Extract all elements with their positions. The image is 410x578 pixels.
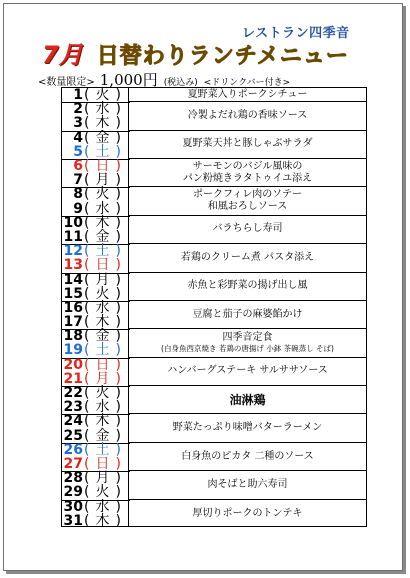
- weekday-label: (土): [84, 441, 127, 458]
- day-number: 5: [73, 143, 83, 160]
- weekday-label: (日): [84, 257, 127, 274]
- weekday-label: (水): [84, 200, 127, 217]
- weekday-label: (金): [84, 129, 127, 146]
- day-number: 1: [73, 87, 83, 103]
- day-number: 28: [63, 470, 83, 487]
- day-number: 29: [63, 484, 83, 501]
- menu-text: ポークフィレ肉のソテー: [193, 189, 302, 201]
- menu-cell: [129, 301, 366, 329]
- day-row: [62, 131, 130, 145]
- weekday-label: (火): [84, 385, 127, 402]
- menu-text: 油淋鶏: [229, 392, 266, 407]
- page-title: 日替わりランチメニュー: [96, 44, 349, 69]
- day-number: 24: [63, 413, 83, 430]
- day-number: 9: [73, 200, 83, 217]
- day-row: [62, 471, 130, 485]
- weekday-label: (日): [84, 356, 127, 373]
- day-row: [62, 187, 130, 201]
- month-label: 7月: [42, 41, 83, 69]
- weekday-label: (金): [84, 328, 127, 345]
- day-number: 21: [63, 370, 83, 387]
- day-number: 16: [63, 299, 83, 316]
- menu-cell: [129, 102, 366, 130]
- menu-cell: [129, 358, 366, 386]
- day-number: 2: [73, 101, 83, 118]
- day-number: 27: [63, 456, 83, 473]
- day-column: [61, 87, 129, 527]
- weekday-label: (水): [84, 299, 127, 316]
- day-number: 10: [63, 214, 83, 231]
- weekday-label: (火): [84, 484, 127, 501]
- day-number: 23: [63, 399, 83, 416]
- menu-cell: [129, 273, 366, 301]
- menu-column: [129, 87, 367, 527]
- weekday-label: (月): [84, 271, 127, 288]
- weekday-label: (火): [84, 87, 127, 103]
- weekday-label: (木): [84, 115, 127, 132]
- menu-cell: [129, 471, 366, 499]
- day-number: 22: [63, 385, 83, 402]
- tax-label: (税込み): [163, 78, 198, 88]
- menu-text: 豆腐と茄子の麻婆餡かけ: [192, 308, 303, 320]
- day-row: [62, 301, 130, 315]
- menu-text: ハンバーグステーキ サルササソース: [167, 365, 328, 377]
- menu-text: 四季音定食: [222, 331, 273, 343]
- menu-cell: [129, 386, 366, 414]
- day-number: 11: [63, 228, 83, 245]
- day-number: 17: [63, 314, 83, 331]
- weekday-label: (日): [84, 157, 127, 174]
- day-number: 8: [73, 186, 83, 203]
- day-number: 4: [73, 129, 83, 146]
- day-number: 18: [63, 328, 83, 345]
- menu-cell: [129, 500, 366, 528]
- menu-text: 夏野菜入りポークシチュー: [187, 88, 308, 100]
- day-row: [62, 273, 130, 287]
- day-number: 30: [63, 498, 83, 515]
- restaurant-name: レストラン四季音: [242, 26, 350, 41]
- weekday-label: (火): [84, 186, 127, 203]
- day-row: [62, 216, 130, 230]
- day-row: [62, 244, 130, 258]
- menu-text: 夏野菜天丼と豚しゃぶサラダ: [182, 138, 313, 150]
- menu-cell: [129, 244, 366, 272]
- day-number: 19: [63, 342, 83, 359]
- day-number: 25: [63, 427, 83, 444]
- menu-text: 白身魚のピカタ 二種のソース: [181, 450, 314, 462]
- weekday-label: (金): [84, 427, 127, 444]
- menu-cell: [129, 216, 366, 244]
- weekday-label: (月): [84, 370, 127, 387]
- day-number: 13: [63, 257, 83, 274]
- menu-cell: [129, 329, 366, 357]
- menu-text: 赤魚と彩野菜の揚げ出し風: [187, 280, 308, 292]
- weekday-label: (月): [84, 470, 127, 487]
- menu-text: (白身魚西京焼き 若鶏の唐揚げ 小鉢 茶碗蒸し そば): [161, 343, 334, 353]
- menu-cell: [129, 131, 366, 159]
- day-number: 6: [73, 157, 83, 174]
- menu-cell: [129, 414, 366, 442]
- menu-cell: [129, 159, 366, 187]
- weekday-label: (木): [84, 413, 127, 430]
- day-row: [62, 358, 130, 372]
- weekday-label: (水): [84, 101, 127, 118]
- weekday-label: (月): [84, 172, 127, 189]
- menu-table: [61, 87, 367, 527]
- day-number: 31: [63, 512, 83, 529]
- weekday-label: (火): [84, 285, 127, 302]
- price-label: 1,000円: [99, 71, 158, 89]
- menu-text: 冷製よだれ鶏の香味ソース: [187, 109, 308, 121]
- menu-text: 和風おろしソース: [207, 201, 288, 213]
- menu-text: 若鶏のクリーム煮 パスタ添え: [180, 251, 315, 263]
- day-row: [62, 414, 130, 428]
- weekday-label: (木): [84, 214, 127, 231]
- day-number: 20: [63, 356, 83, 373]
- day-number: 26: [63, 441, 83, 458]
- weekday-label: (金): [84, 228, 127, 245]
- day-row: [62, 514, 130, 528]
- day-row: [62, 159, 130, 173]
- weekday-label: (木): [84, 314, 127, 331]
- menu-text: 厚切りポークのトンテキ: [192, 507, 303, 519]
- day-row: [62, 443, 130, 457]
- title-row: [42, 38, 349, 70]
- menu-text: バラちらし寿司: [212, 223, 283, 235]
- weekday-label: (土): [84, 243, 127, 260]
- day-number: 12: [63, 243, 83, 260]
- menu-text: パン粉焼きラタトゥイユ添え: [182, 172, 313, 184]
- day-number: 3: [73, 115, 83, 132]
- menu-text: 肉そばと助六寿司: [207, 478, 288, 490]
- menu-text: 野菜たっぷり味噌バターラーメン: [172, 422, 323, 434]
- menu-text: サーモンのバジル風味の: [192, 160, 303, 172]
- weekday-label: (土): [84, 342, 127, 359]
- menu-cell: [129, 187, 366, 215]
- weekday-label: (木): [84, 512, 127, 529]
- day-number: 7: [73, 172, 83, 189]
- weekday-label: (土): [84, 143, 127, 160]
- weekday-label: (水): [84, 399, 127, 416]
- weekday-label: (水): [84, 498, 127, 515]
- menu-cell: [129, 88, 366, 102]
- menu-cell: [129, 443, 366, 471]
- limited-label: <数量限定>: [38, 77, 95, 88]
- day-row: [62, 500, 130, 514]
- drink-label: <ドリンクバー付き>: [203, 78, 291, 88]
- day-number: 14: [63, 271, 83, 288]
- weekday-label: (日): [84, 456, 127, 473]
- day-number: 15: [63, 285, 83, 302]
